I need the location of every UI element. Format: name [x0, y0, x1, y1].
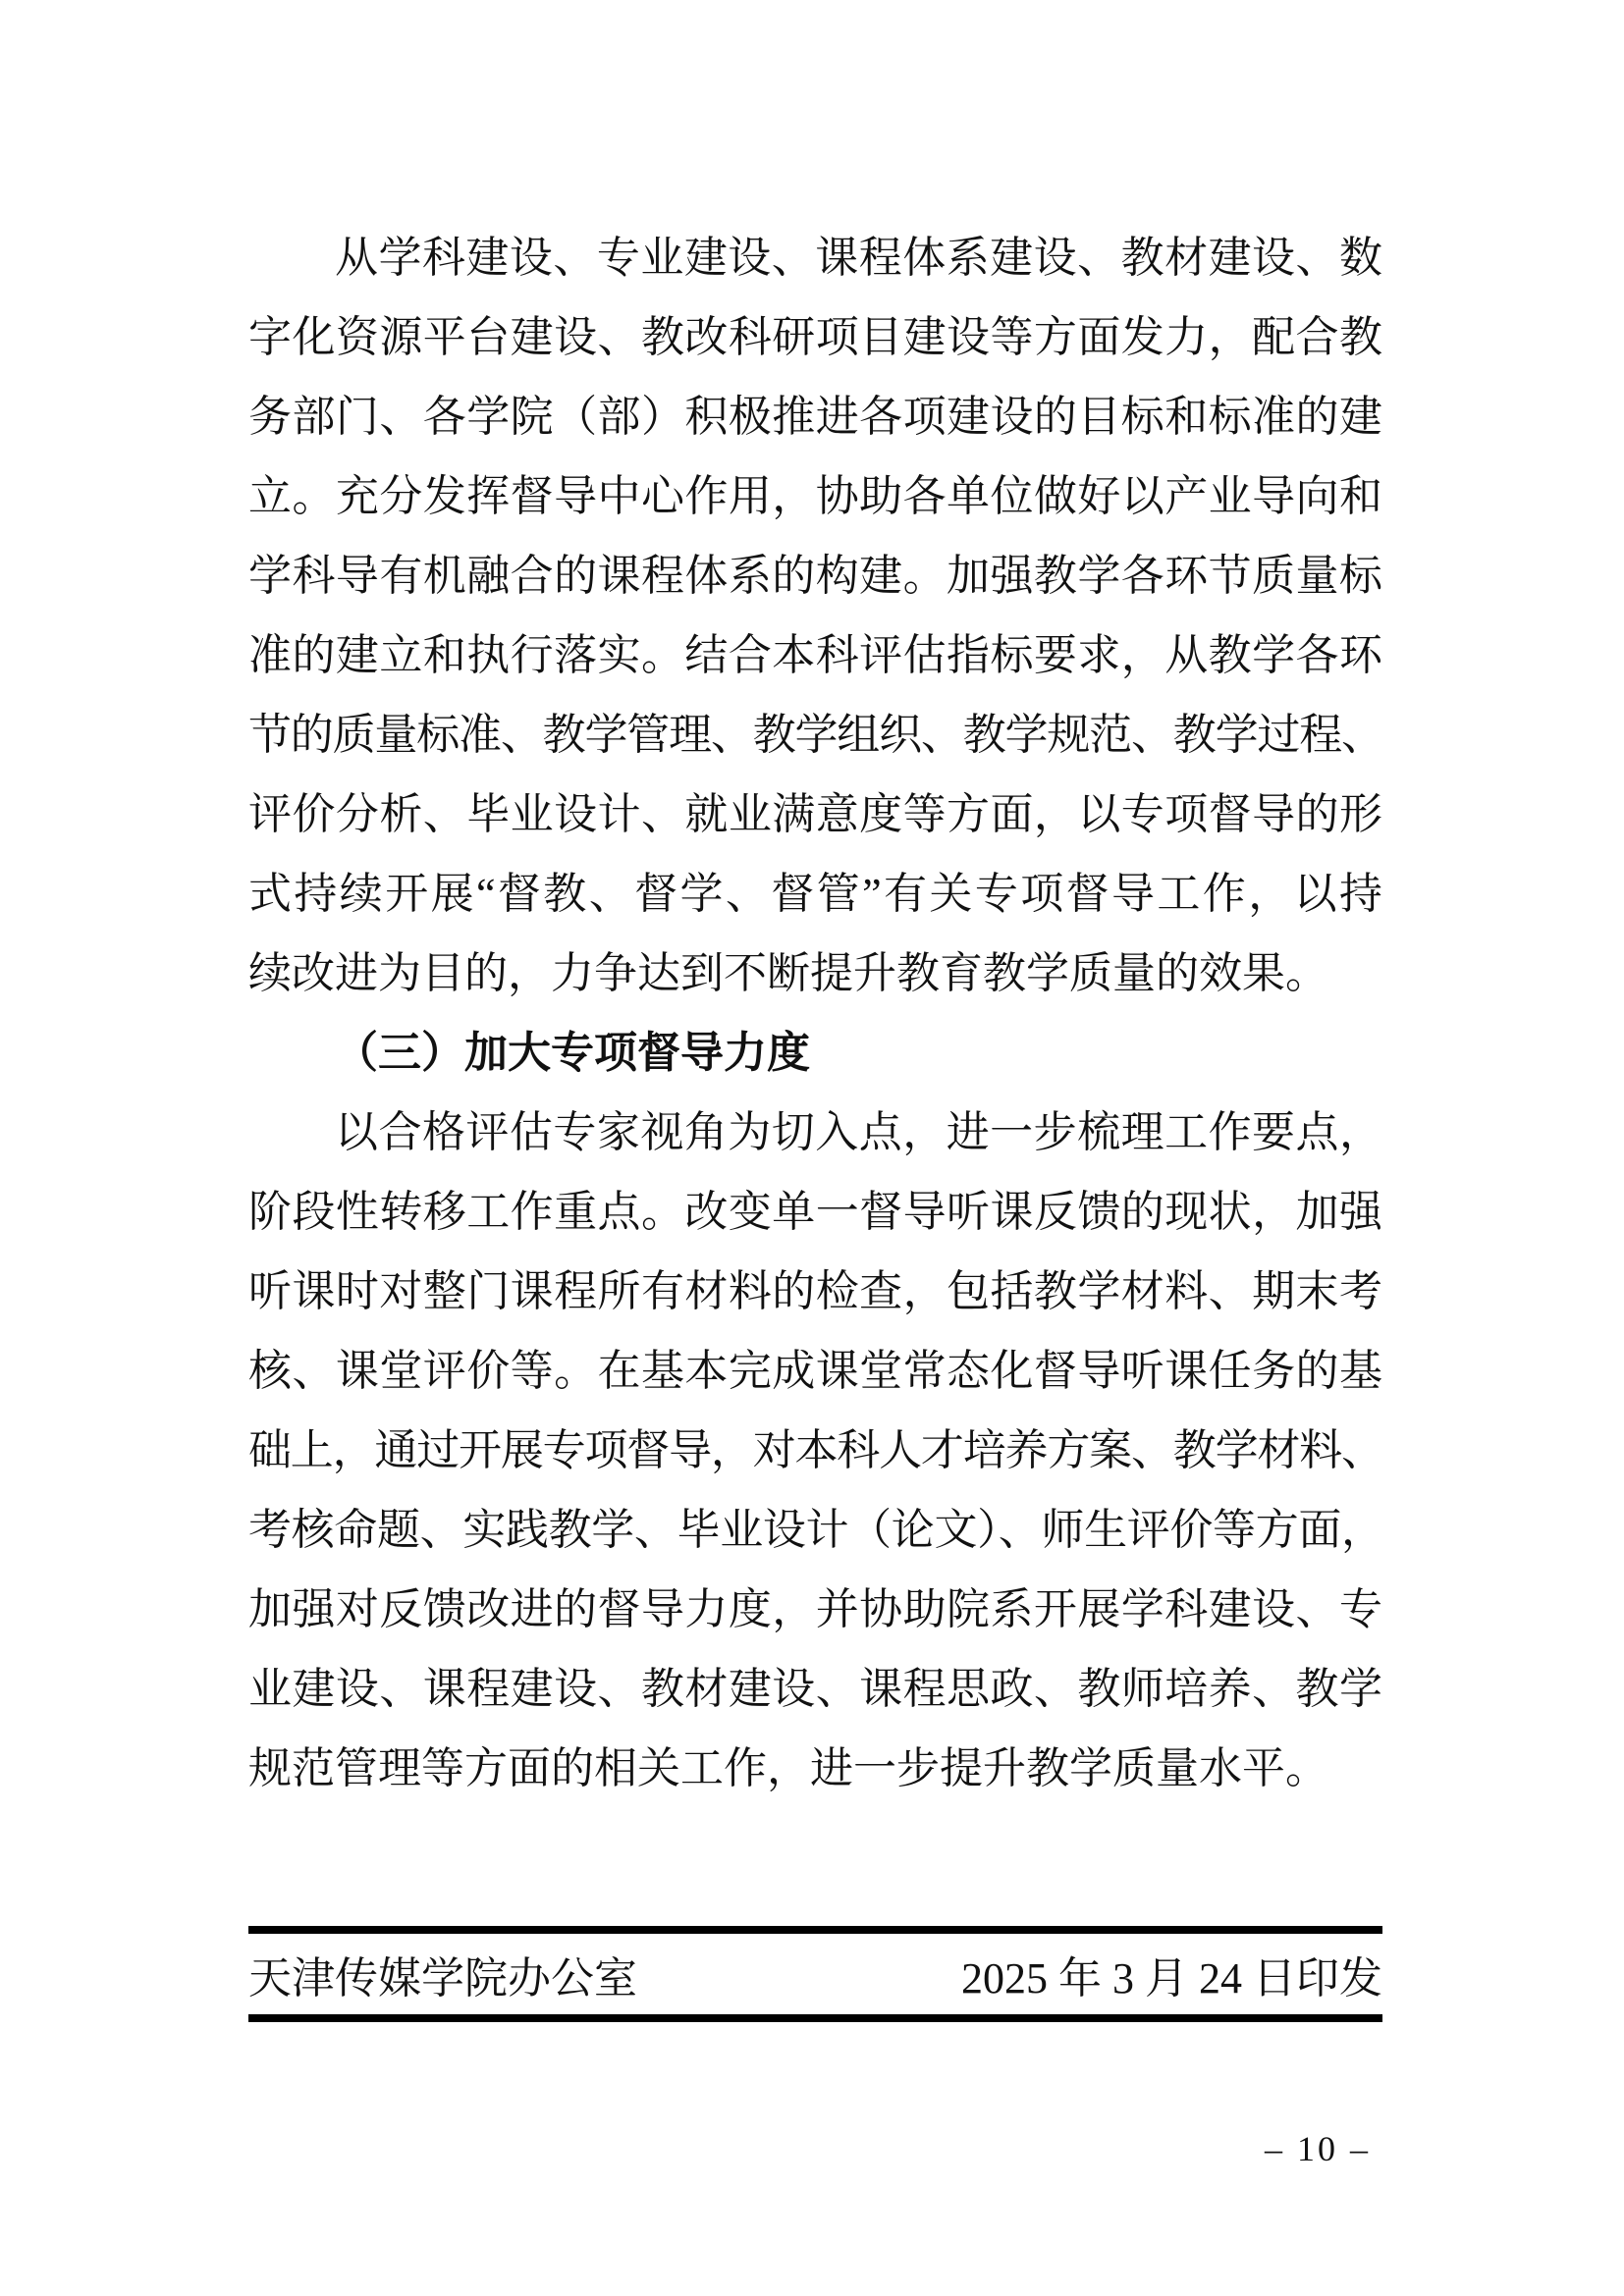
- section-heading: （三）加大专项督导力度: [335, 1029, 810, 1077]
- body-line: 阶段性转移工作重点。改变单一督导听课反馈的现状，加强: [248, 1188, 1382, 1236]
- body-line: 考核命题、实践教学、毕业设计（论文）、师生评价等方面，: [248, 1506, 1382, 1554]
- footer-top-rule: [248, 1926, 1382, 1934]
- body-line: 从学科建设、专业建设、课程体系建设、教材建设、数: [335, 234, 1382, 282]
- body-line: 评价分析、毕业设计、就业满意度等方面，以专项督导的形: [248, 790, 1382, 838]
- body-line: 业建设、课程建设、教材建设、课程思政、教师培养、教学: [248, 1665, 1382, 1713]
- body-line: 式持续开展“督教、督学、督管”有关专项督导工作，以持: [248, 870, 1382, 918]
- body-line: 规范管理等方面的相关工作，进一步提升教学质量水平。: [248, 1744, 1328, 1792]
- footer-print-date: 2025 年 3 月 24 日印发: [961, 1954, 1382, 2002]
- body-line: 续改进为目的，力争达到不断提升教育教学质量的效果。: [248, 949, 1328, 997]
- body-line: 以合格评估专家视角为切入点，进一步梳理工作要点，: [335, 1108, 1382, 1156]
- body-line: 立。充分发挥督导中心作用，协助各单位做好以产业导向和: [248, 472, 1382, 520]
- body-line: 加强对反馈改进的督导力度，并协助院系开展学科建设、专: [248, 1585, 1382, 1633]
- body-line: 础上，通过开展专项督导，对本科人才培养方案、教学材料、: [248, 1426, 1382, 1474]
- body-line: 听课时对整门课程所有材料的检查，包括教学材料、期末考: [248, 1267, 1382, 1315]
- page-number: – 10 –: [1265, 2129, 1371, 2168]
- body-line: 字化资源平台建设、教改科研项目建设等方面发力，配合教: [248, 313, 1382, 361]
- body-line: 学科导有机融合的课程体系的构建。加强教学各环节质量标: [248, 552, 1382, 600]
- footer-bottom-rule: [248, 2014, 1382, 2022]
- footer-issuer: 天津传媒学院办公室: [248, 1954, 637, 2002]
- body-line: 准的建立和执行落实。结合本科评估指标要求，从教学各环: [248, 631, 1382, 679]
- body-line: 核、课堂评价等。在基本完成课堂常态化督导听课任务的基: [248, 1347, 1382, 1395]
- body-line: 务部门、各学院（部）积极推进各项建设的目标和标准的建: [248, 393, 1382, 441]
- document-body: [248, 218, 1382, 1808]
- body-line: 节的质量标准、教学管理、教学组织、教学规范、教学过程、: [248, 711, 1382, 759]
- footer-row: [248, 1936, 1382, 2012]
